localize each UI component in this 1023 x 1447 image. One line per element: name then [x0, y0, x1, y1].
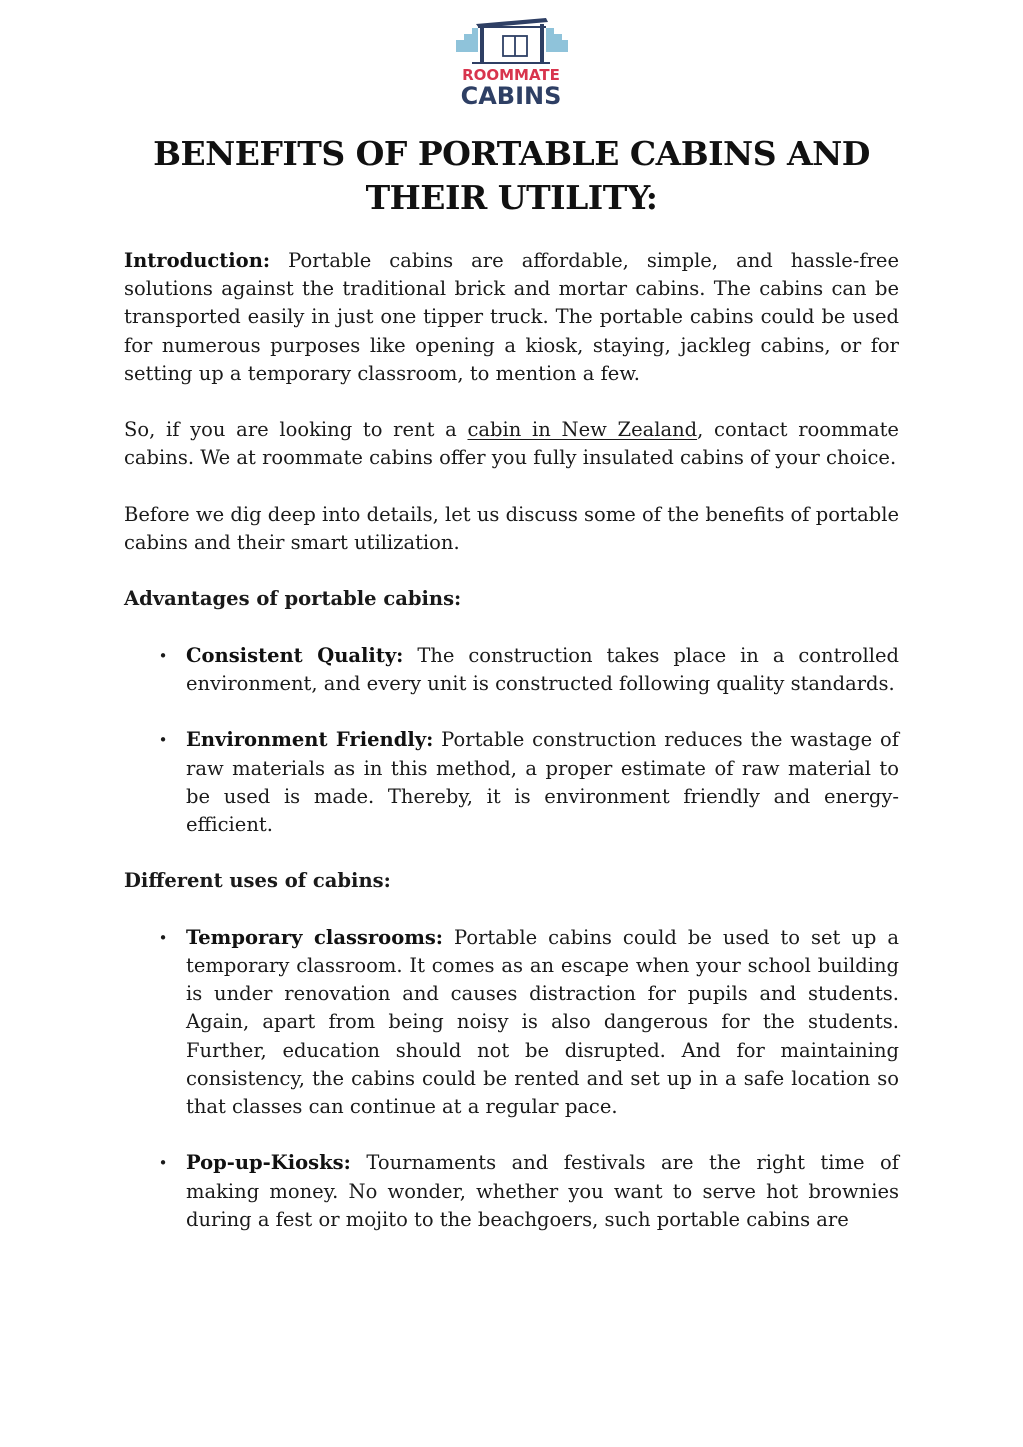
rent-paragraph — [124, 416, 899, 472]
document-body — [124, 247, 899, 1262]
use-label: Temporary classrooms: — [186, 925, 444, 949]
rent-text-after: , contact roommate cabins. We at roommate cabins offer you fully insulated cabins of your choice. — [124, 418, 899, 470]
advantages-list — [124, 642, 899, 839]
intro-paragraph — [124, 247, 899, 388]
advantage-text: Portable construction reduces the wastage of raw materials as in this method, a proper estimate of raw material to be used is made. Thereby, it is environment friendly and energy-efficient. — [186, 728, 900, 836]
intro-text: Portable cabins are affordable, simple, and hassle-free solutions against the traditional brick and mortar cabins. The cabins can be transported easily in just one tipper truck. The portable cabins could be used for numerous purposes like opening a kiosk, staying, jackleg cabins, or for setting up a temporary classroom, to mention a few. — [124, 249, 899, 385]
cabin-logo-icon — [442, 14, 578, 110]
bullet-icon: • — [158, 928, 168, 947]
uses-list — [124, 924, 899, 1234]
advantages-heading: Advantages of portable cabins: — [124, 587, 462, 611]
logo-text-roommate: ROOMMATE — [462, 66, 560, 84]
use-text: Portable cabins could be used to set up a temporary classroom. It comes as an escape when your school building is under renovation and causes distraction for pupils and students. Again, apart from being noisy is also dangerous for the students. Further, education should not be disrupted. And for maintaining consistency, the cabins could be rented and set up in a safe location so that classes can continue at a regular pace. — [186, 925, 899, 1118]
use-label: Pop-up-Kiosks: — [186, 1151, 351, 1175]
bullet-icon: • — [158, 1154, 168, 1173]
list-item — [124, 726, 899, 839]
page-title: BENEFITS OF PORTABLE CABINS AND THEIR UTILITY: — [153, 134, 870, 217]
advantage-label: Environment Friendly: — [186, 728, 434, 752]
bullet-icon: • — [158, 646, 168, 665]
cabin-new-zealand-link[interactable]: cabin in New Zealand — [467, 418, 698, 442]
list-item — [124, 642, 899, 698]
roommate-cabins-logo — [442, 14, 578, 110]
bullet-icon: • — [158, 731, 168, 750]
rent-text-before: So, if you are looking to rent a — [124, 418, 468, 442]
uses-heading: Different uses of cabins: — [124, 869, 391, 893]
list-item — [124, 924, 899, 1121]
advantage-text: The construction takes place in a controlled environment, and every unit is constructed following quality standards. — [186, 643, 899, 695]
before-details-paragraph: Before we dig deep into details, let us discuss some of the benefits of portable cabins and their smart utilization. — [124, 502, 899, 554]
use-text: Tournaments and festivals are the right time of making money. No wonder, whether you want to serve hot brownies during a fest or mojito to the beachgoers, such portable cabins are — [186, 1151, 900, 1231]
advantage-label: Consistent Quality: — [186, 643, 404, 667]
intro-label: Introduction: — [124, 249, 271, 272]
logo-text-cabins: CABINS — [460, 82, 562, 110]
list-item — [124, 1149, 899, 1234]
